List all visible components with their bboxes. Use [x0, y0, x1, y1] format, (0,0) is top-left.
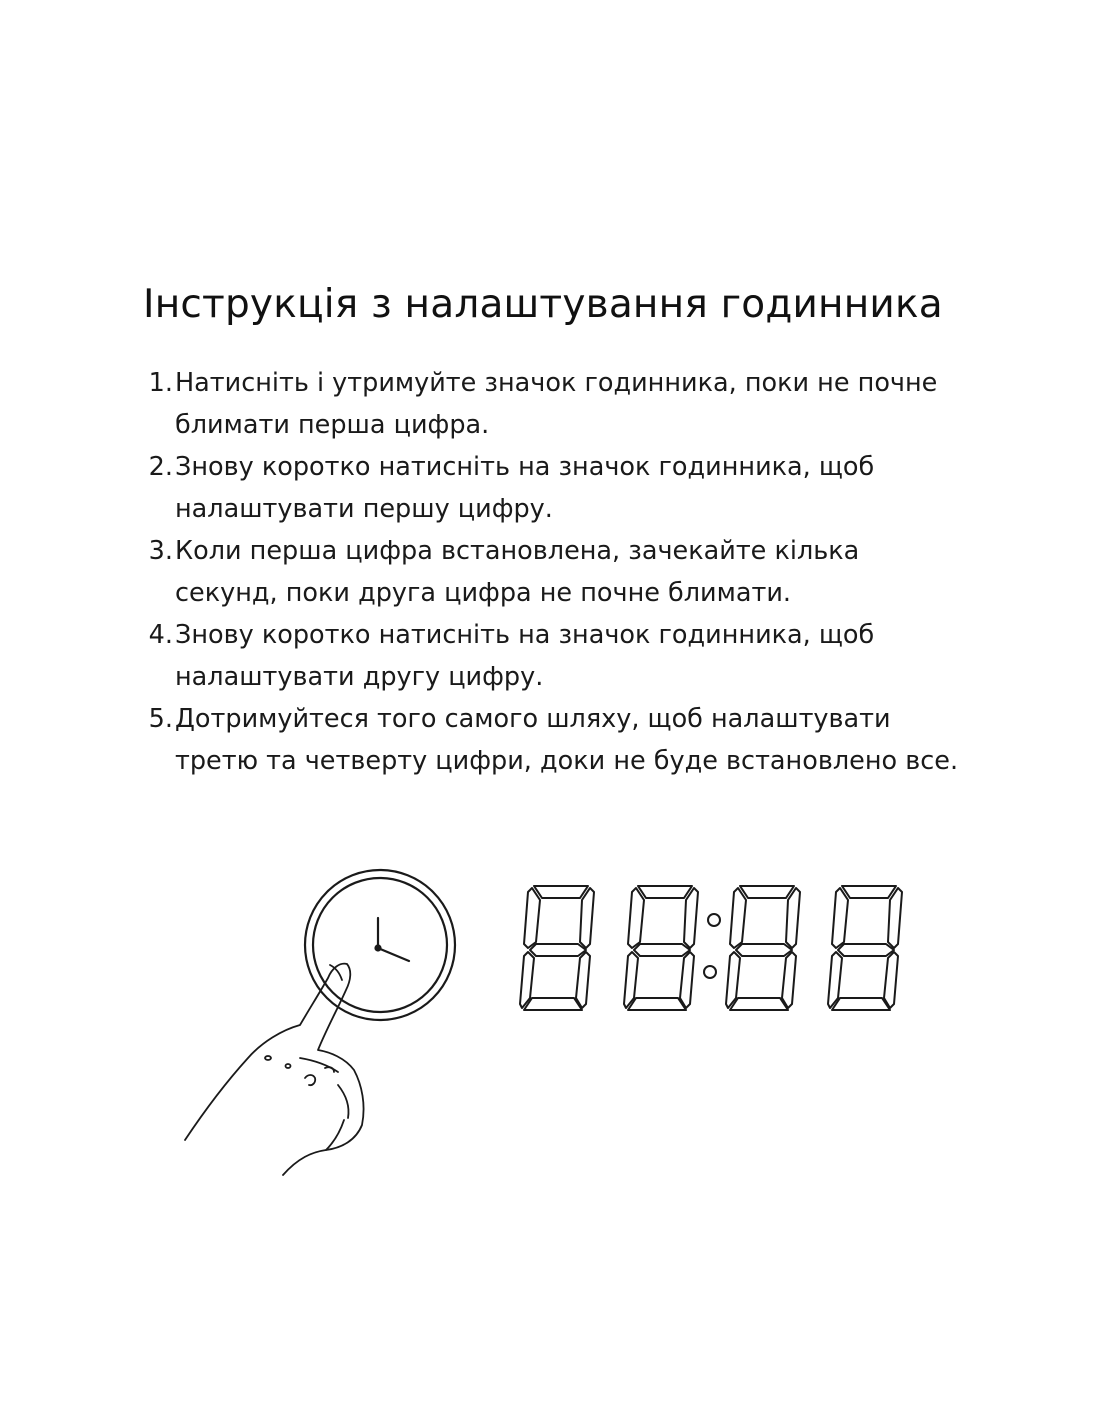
list-item [143, 614, 963, 698]
step-number: 5. [148, 704, 173, 734]
list-item [143, 362, 963, 446]
step-text: Дотримуйтеся того самого шляху, щоб налаштувати третю та четверту цифри, доки не буде встановлено все. [175, 704, 959, 776]
digit-3 [726, 886, 800, 1010]
clock-setup-illustration [150, 860, 950, 1200]
list-item [143, 698, 963, 782]
digit-4 [828, 886, 902, 1010]
clock-icon [305, 870, 455, 1020]
digit-2 [624, 886, 698, 1010]
step-number: 3. [148, 536, 173, 566]
digit-1 [520, 886, 594, 1010]
step-number: 4. [148, 620, 173, 650]
colon [704, 914, 720, 978]
step-text: Коли перша цифра встановлена, зачекайте кілька секунд, поки друга цифра не почне блимати. [175, 536, 860, 608]
steps-list [143, 362, 963, 782]
seven-segment-display-icon [520, 886, 902, 1010]
step-number: 1. [148, 368, 173, 398]
step-text: Знову коротко натисніть на значок годинника, щоб налаштувати першу цифру. [175, 452, 875, 524]
page-title: Інструкція з налаштування годинника [143, 282, 943, 327]
step-text: Знову коротко натисніть на значок годинника, щоб налаштувати другу цифру. [175, 620, 875, 692]
list-item [143, 530, 963, 614]
list-item [143, 446, 963, 530]
step-text: Натисніть і утримуйте значок годинника, поки не почне блимати перша цифра. [175, 368, 938, 440]
step-number: 2. [148, 452, 173, 482]
